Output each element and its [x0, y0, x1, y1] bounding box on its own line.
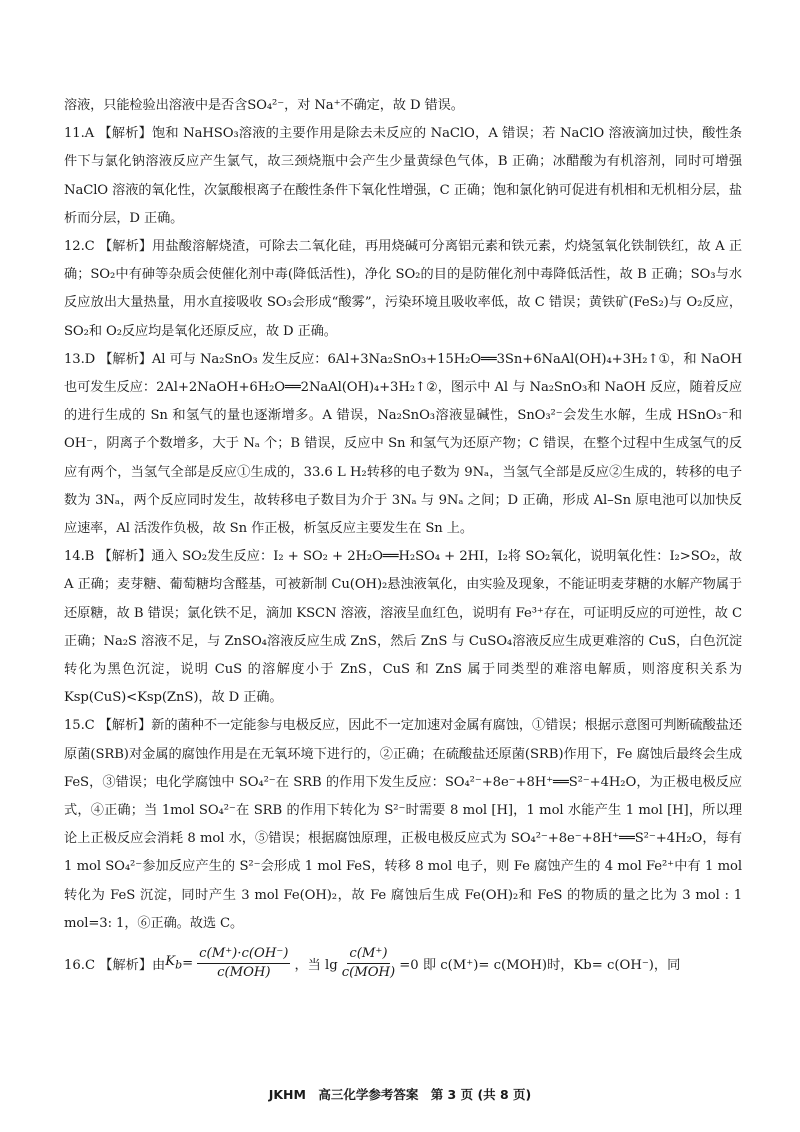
answer-16-tail: =0 即 c(M⁺)= c(MOH)时，Kb= c(OH⁻)，同 — [399, 957, 681, 973]
lg-fraction-denominator: c(MOH) — [341, 964, 396, 980]
answer-11: 11.A 【解析】饱和 NaHSO₃溶液的主要作用是除去未反应的 NaClO，A 错误；若 NaClO 溶液滴加过快，酸性条件下与氯化钠溶液反应产生氯气，故三颈烧瓶中会产生少量黄绿色气体，B 正确；冰醋酸为有机溶剂，同时可增强 NaClO 溶液的氧化性，次氯酸根离子在酸性条件下氧化性增强，C 正确；饱和氯化钠可促进有机相和无机相分层，盐析而分层，D 正确。 — [64, 126, 742, 226]
kb-symbol — [165, 954, 182, 972]
page-body — [64, 92, 742, 988]
answer-13: 13.D 【解析】Al 可与 Na₂SnO₃ 发生反应：6Al+3Na₂SnO₃+15H₂O══3Sn+6NaAl(OH)₄+3H₂↑①，和 NaOH 也可发生反应：2Al+2NaOH+6H₂O══2NaAl(OH)₄+3H₂↑②，图示中 Al 与 Na₂SnO₃和 NaOH 反应，随着反应的进行生成的 Sn 和氢气的量也逐渐增多。A 错误，Na₂SnO₃溶液显碱性，SnO₃²⁻会发生水解，生成 HSnO₃⁻和 OH⁻，阴离子个数增多，大于 Nₐ 个；B 错误，反应中 Sn 和氢气为还原产物；C 错误，在整个过程中生成氢气的反应有两个，当氢气全部是反应①生成的，33.6 L H₂转移的电子数为 9Nₐ，当氢气全部是反应②生成的，转移的电子数为 3Nₐ，两个反应同时发生，故转移电子数目为介于 3Nₐ 与 9Nₐ 之间；D 正确，形成 Al–Sn 原电池可以加快反应速率，Al 活泼作负极，故 Sn 作正极，析氢反应主要发生在 Sn 上。 — [64, 351, 742, 537]
footer-title: 高三化学参考答案 — [318, 1087, 419, 1102]
answer-15: 15.C 【解析】新的菌种不一定能参与电极反应，因此不一定加速对金属有腐蚀，①错误；根据示意图可判断硫酸盐还原菌(SRB)对金属的腐蚀作用是在无氧环境下进行的，②正确；在硫酸盐还原菌(SRB)作用下，Fe 腐蚀后最终会生成 FeS，③错误；电化学腐蚀中 SO₄²⁻在 SRB 的作用下发生反应：SO₄²⁻+8e⁻+8H⁺══S²⁻+4H₂O，为正极电极反应式，④正确；当 1mol SO₄²⁻在 SRB 的作用下转化为 S²⁻时需要 8 mol [H]，1 mol 水能产生 1 mol [H]，所以理论上正极反应会消耗 8 mol 水，⑤错误；根据腐蚀原理，正极电极反应式为 SO₄²⁻+8e⁻+8H⁺══S²⁻+4H₂O，每有 1 mol SO₄²⁻参加反应产生的 S²⁻会形成 1 mol FeS，转移 8 mol 电子，则 Fe 腐蚀产生的 4 mol Fe²⁺中有 1 mol 转化为 FeS 沉淀，同时产生 3 mol Fe(OH)₂，故 Fe 腐蚀后生成 Fe(OH)₂和 FeS 的物质的量之比为 3 mol : 1 mol=3: 1，⑥正确。故选 C。 — [64, 718, 742, 931]
answer-14: 14.B 【解析】通入 SO₂发生反应：I₂ + SO₂ + 2H₂O══H₂SO₄ + 2HI，I₂将 SO₂氧化，说明氧化性：I₂>SO₂，故 A 正确；麦芽糖、葡萄糖均含醛基，可被新制 Cu(OH)₂悬浊液氧化，由实验及现象，不能证明麦芽糖的水解产物属于还原糖，故 B 错误；氯化铁不足，滴加 KSCN 溶液，溶液呈血红色，说明有 Fe³⁺存在，可证明反应的可逆性，故 C 正确；Na₂S 溶液不足，与 ZnSO₄溶液反应生成 ZnS，然后 ZnS 与 CuSO₄溶液反应生成更难溶的 CuS，白色沉淀转化为黑色沉淀，说明 CuS 的溶解度小于 ZnS，CuS 和 ZnS 属于同类型的难溶电解质，则溶度积关系为 Ksp(CuS)<Ksp(ZnS)，故 D 正确。 — [64, 549, 742, 706]
answer-16-line — [64, 938, 742, 988]
kb-fraction-numerator: c(M⁺)·c(OH⁻) — [197, 946, 290, 964]
kb-letter: K — [165, 954, 176, 970]
answer-16-lead: 16.C 【解析】由 — [64, 957, 166, 973]
footer-page-number: 第 3 页 (共 8 页) — [430, 1087, 532, 1102]
answer-12: 12.C 【解析】用盐酸溶解烧渣，可除去二氧化硅，再用烧碱可分离铝元素和铁元素，灼烧氢氧化铁制铁红，故 A 正确；SO₂中有砷等杂质会使催化剂中毒(降低活性)，净化 SO₂的目的是防催化剂中毒降低活性，故 B 正确；SO₃与水反应放出大量热量，用水直接吸收 SO₃会形成“酸雾”，污染环境且吸收率低，故 C 错误；黄铁矿(FeS₂)与 O₂反应，SO₂和 O₂反应均是氧化还原反应，故 D 正确。 — [64, 239, 742, 339]
page-footer — [0, 1085, 800, 1103]
equals-sign: = — [182, 955, 194, 971]
kb-fraction-denominator: c(MOH) — [217, 964, 271, 980]
kb-fraction — [197, 946, 290, 981]
kb-subscript: b — [175, 958, 183, 972]
lg-fraction-numerator: c(M⁺) — [347, 946, 389, 964]
paragraph-continuation: 溶液，只能检验出溶液中是否含SO₄²⁻，对 Na⁺不确定，故 D 错误。 — [64, 98, 464, 113]
footer-code: JKHM — [268, 1087, 306, 1102]
answer-16-mid: ，当 lg — [294, 957, 338, 973]
lg-fraction — [342, 946, 396, 981]
